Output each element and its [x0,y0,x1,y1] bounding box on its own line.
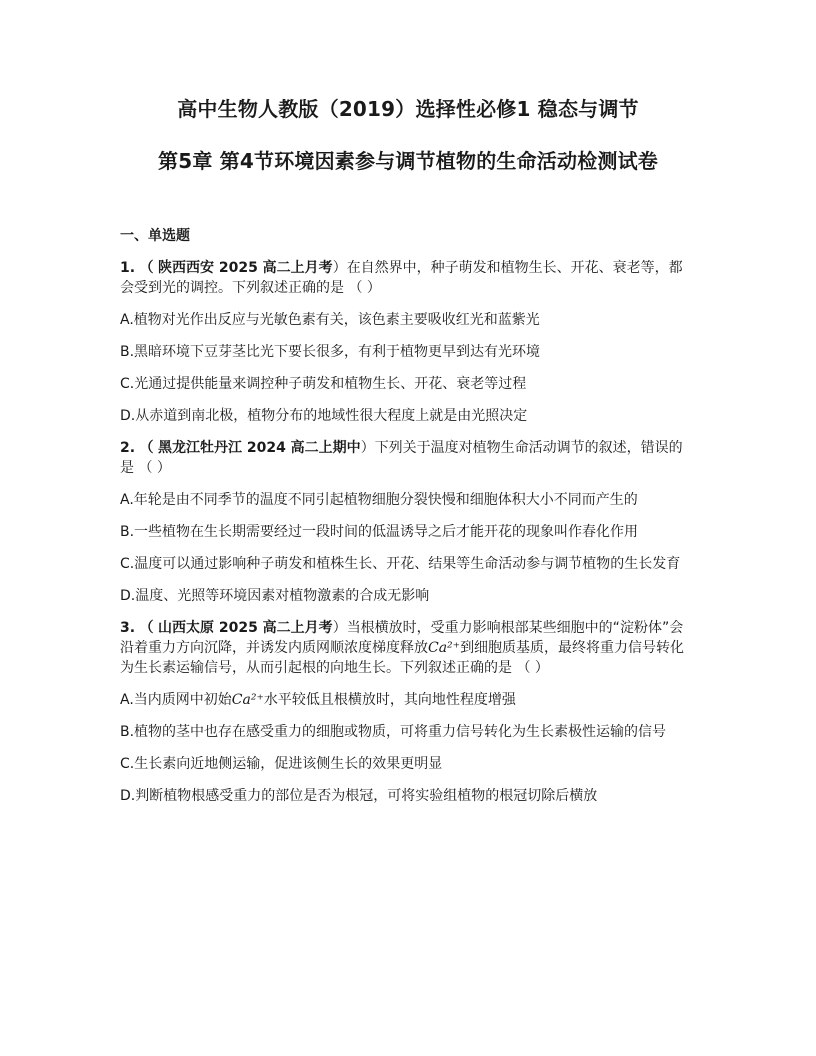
calcium-ion-formula: Ca²⁺ [428,640,461,656]
question-3 [120,618,696,806]
option-d: D.从赤道到南北极，植物分布的地域性很大程度上就是由光照决定 [120,408,528,424]
document-title-line-1: 高中生物人教版（2019）选择性必修1 稳态与调节 [177,97,639,121]
question-source-close: ） [332,260,347,276]
question-number: 3. [120,620,136,636]
question-number: 1. [120,260,136,276]
option-text: A.当内质网中初始 [120,692,232,708]
question-source-close: ） [360,440,375,456]
option-c [120,754,696,774]
question-stem [120,438,696,478]
answer-blank: （ ） [516,660,549,676]
option-d: D.温度、光照等环境因素对植物激素的合成无影响 [120,588,430,604]
option-text: C.生长素向近地侧运输，促进该侧生长的效果更明显 [120,756,443,772]
question-text: 下列关于温度对植物生命活动调节的叙述，错误的是 [120,440,683,476]
option-a: A.植物对光作出反应与光敏色素有关，该色素主要吸收红光和蓝紫光 [120,312,540,328]
option-c: C.光通过提供能量来调控种子萌发和植物生长、开花、衰老等过程 [120,376,527,392]
question-text-part-2: 到细胞质基质，最终将重力信号转化为生长素运输信号，从而引起根的向地生长。下列叙述正确的是 [120,640,685,676]
question-number: 2. [120,440,136,456]
option-b: B.一些植物在生长期需要经过一段时间的低温诱导之后才能开花的现象叫作春化作用 [120,524,639,540]
question-source-close: ） [332,620,347,636]
option-text: D.判断植物根感受重力的部位是否为根冠，可将实验组植物的根冠切除后横放 [120,788,598,804]
question-text: 在自然界中，种子萌发和植物生长、开花、衰老等，都会受到光的调控。下列叙述正确的是 [120,260,683,296]
question-1 [120,258,696,426]
question-2 [120,438,696,606]
question-source-open: （ [139,620,154,636]
question-stem [120,618,696,678]
answer-blank: （ ） [138,460,171,476]
option-text-continued: 水平较低且根横放时，其向地性程度增强 [263,692,516,708]
section-heading: 一、单选题 [120,228,190,244]
calcium-ion-formula: Ca²⁺ [231,692,264,708]
option-b [120,722,696,742]
option-a [120,690,696,710]
option-b: B.黑暗环境下豆芽茎比光下要长很多，有利于植物更早到达有光环境 [120,344,541,360]
option-text: B.植物的茎中也存在感受重力的细胞或物质，可将重力信号转化为生长素极性运输的信号 [120,724,667,740]
question-source: 山西太原 2025 高二上月考 [157,620,333,636]
answer-blank: （ ） [348,280,381,296]
question-source-open: （ [139,260,154,276]
option-a: A.年轮是由不同季节的温度不同引起植物细胞分裂快慢和细胞体积大小不同而产生的 [120,492,638,508]
question-text-part-1: 当根横放时，受重力影响根部某些细胞中的“淀粉体”会沿着重力方向沉降，并诱发内质网顺浓度梯度释放 [120,620,684,656]
question-source-open: （ [139,440,154,456]
question-stem [120,258,696,298]
question-source: 陕西西安 2025 高二上月考 [157,260,333,276]
question-source: 黑龙江牡丹江 2024 高二上期中 [157,440,361,456]
option-c: C.温度可以通过影响种子萌发和植株生长、开花、结果等生命活动参与调节植物的生长发育 [120,556,681,572]
document-title-line-2: 第5章 第4节环境因素参与调节植物的生命活动检测试卷 [158,149,658,173]
option-d [120,786,696,806]
